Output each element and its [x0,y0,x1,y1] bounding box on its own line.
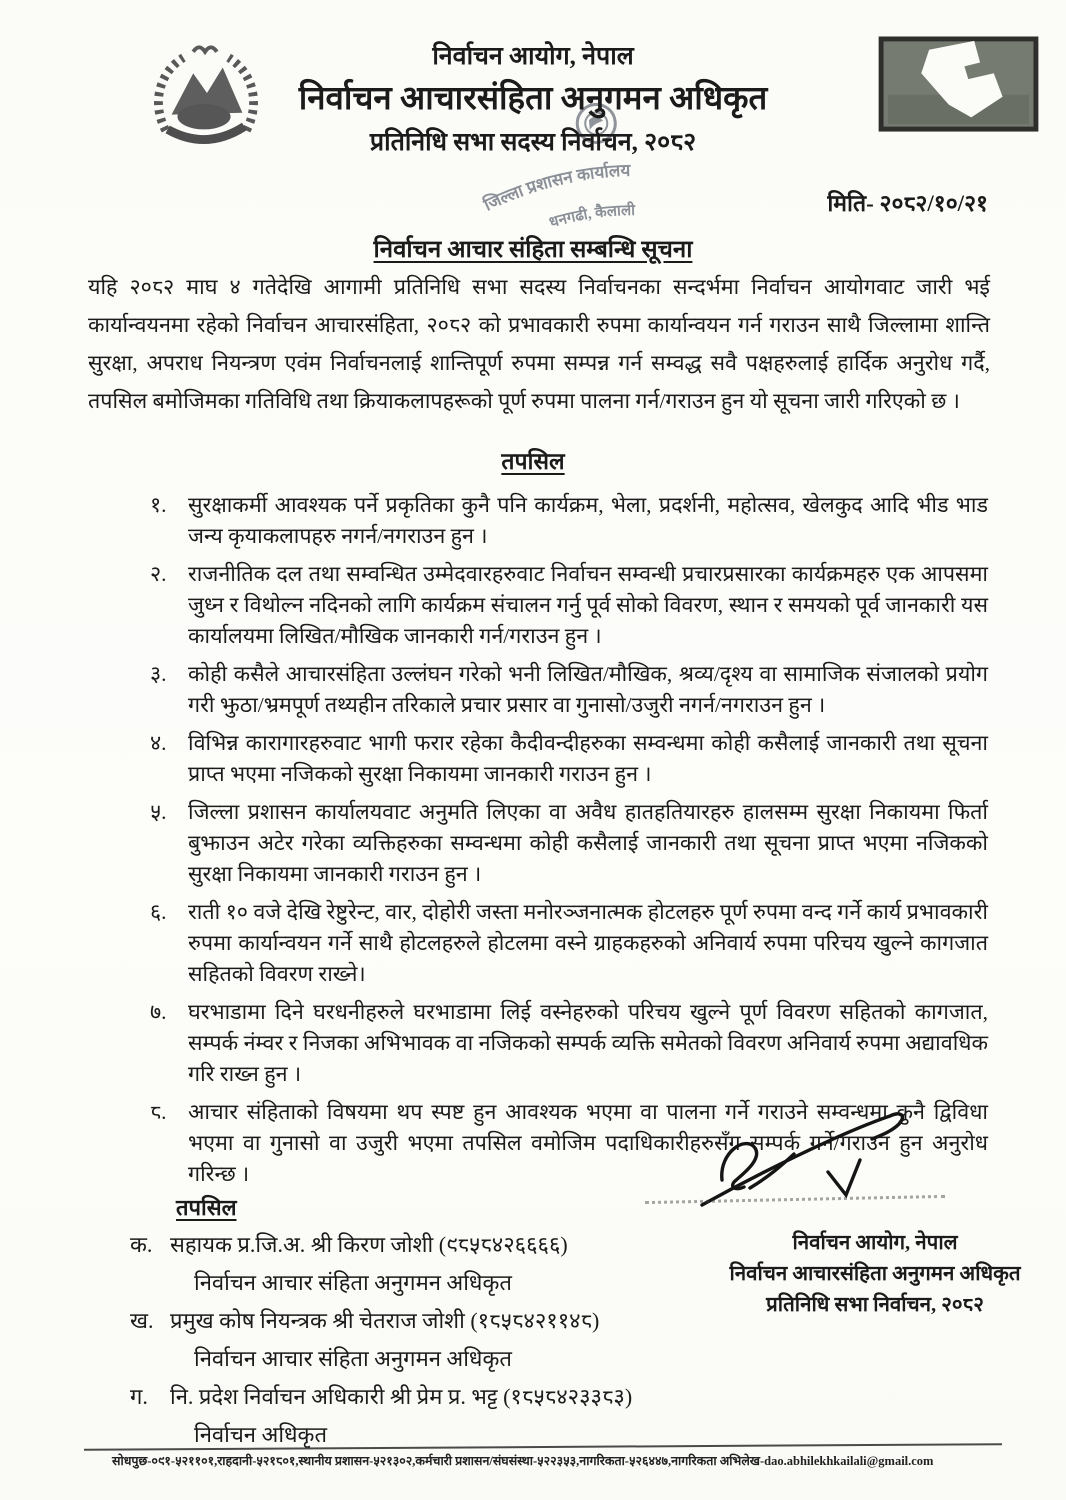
list-item-number: २. [150,562,167,586]
list-item-text: राती १० वजे देखि रेष्टुरेन्ट, वार, दोहोरी जस्ता मनोरञ्जनात्मक होटलहरु पूर्ण रुपमा वन्द गर्ने कार्य प्रभावकारी रुपमा कार्यान्वयन गर्ने साथै होटलहरुले होटलमा वस्ने ग्राहकहरुको अनिवार्य रुपमा परिचय खुल्ने कागजात सहितको विवरण राख्ने। [188,900,988,986]
notice-heading: निर्वाचन आचार संहिता सम्बन्धि सूचना [373,237,693,263]
signatory-title: निर्वाचन आचारसंहिता अनुगमन अधिकृत [729,1263,1021,1285]
list-item-number: ३. [150,662,167,686]
list-item [150,490,988,552]
list-item-number: ८. [150,1100,167,1124]
list-item-number: ५. [150,800,167,824]
header-title: निर्वाचन आचारसंहिता अनुगमन अधिकृत [298,81,768,117]
contact-entry [130,1306,730,1374]
svg-text:धनगढी, कैलाली [547,200,638,232]
list-item-text: घरभाडामा दिने घरधनीहरुले घरभाडामा लिई वस्नेहरुको परिचय खुल्ने पूर्ण विवरण सहितको कागजात, सम्पर्क नंम्वर र निजका अभिभावक वा नजिकको सम्पर्क व्यक्ति समेतको विवरण अनिवार्य रुपमा अद्यावधिक गरि राख्न हुन । [188,1000,988,1086]
contact-entry [130,1382,730,1450]
header-organization: निर्वाचन आयोग, नेपाल [432,43,634,70]
list-item-text: विभिन्न कारागारहरुवाट भागी फरार रहेका कैदीवन्दीहरुका सम्वन्धमा कोही कसैलाई जानकारी तथा सूचना प्राप्त भएमा नजिकको सुरक्षा निकायमा जानकारी गराउन हुन । [188,731,988,786]
list-item [150,997,988,1090]
list-item [150,728,988,790]
contact-name-phone: नि. प्रदेश निर्वाचन अधिकारी श्री प्रेम प्र. भट्ट (१८५८४२३३८३) [170,1384,633,1409]
tapasil-heading: तपसिल [501,449,565,474]
notice-body-paragraph: यहि २०८२ माघ ४ गतेदेखि आगामी प्रतिनिधि सभा सदस्य निर्वाचनका सन्दर्भमा निर्वाचन आयोगवाट जारी भई कार्यान्वयनमा रहेको निर्वाचन आचारसंहिता, २०८२ को प्रभावकारी रुपमा कार्यान्वयन गर्न गराउन साथै जिल्लामा शान्ति सुरक्षा, अपराध नियन्त्रण एवंम निर्वाचनलाई शान्तिपूर्ण रुपमा सम्पन्न गर्न सम्वद्ध सवै पक्षहरुलाई हार्दिक अनुरोध गर्दै, तपसिल बमोजिमका गतिविधि तथा क्रियाकलापहरूको पूर्ण रुपमा पालना गर्न/गराउन हुन यो सूचना जारी गरिएको छ । [88,275,990,413]
footer-contact-line: सोधपुछ-०९१-५२११०१,राहदानी-५२१८०१,स्थानीय प्रशासन-५२१३०२,कर्मचारी प्रशासन/संघसंस्था-५२२३५३,नागरिकता-५२६४४७,नागरिकता अभिलेख-dao.abhilekhkailali@gmail.com [112,1454,934,1468]
signatory-block [700,1228,1050,1321]
contact-label: ख. [130,1308,154,1333]
header-subtitle: प्रतिनिधि सभा सदस्य निर्वाचन, २०८२ [369,129,697,156]
contact-designation: निर्वाचन आचार संहिता अनुगमन अधिकृत [194,1270,512,1295]
list-item-number: १. [150,493,167,517]
notice-item-list [150,490,988,1197]
signatory-subtitle: प्रतिनिधि सभा निर्वाचन, २०८२ [766,1294,984,1316]
list-item [150,559,988,652]
contact-designation: निर्वाचन अधिकृत [194,1422,327,1447]
list-item-text: जिल्ला प्रशासन कार्यालयवाट अनुमति लिएका वा अवैध हातहतियारहरु हालसम्म सुरक्षा निकायमा फिर्ता बुझाउन अटेर गरेका व्यक्तिहरुका सम्वन्धमा कोही कसैलाई जानकारी तथा सूचना प्राप्त भएमा नजिकको सुरक्षा निकायमा जानकारी गराउन हुन । [188,800,988,886]
contact-label: ग. [130,1384,148,1409]
list-item-text: सुरक्षाकर्मी आवश्यक पर्ने प्रकृतिका कुनै पनि कार्यक्रम, भेला, प्रदर्शनी, महोत्सव, खेलकुद आदि भीड भाड जन्य कृयाकलापहरु नगर्न/नगराउन हुन । [188,493,988,548]
stamp-office-text: जिल्ला प्रशासन कार्यालय [480,160,631,215]
list-item-text: कोही कसैले आचारसंहिता उल्लंघन गरेको भनी लिखित/मौखिक, श्रव्य/दृश्य वा सामाजिक संजालको प्रयोग गरी झुठा/भ्रमपूर्ण तथ्यहीन तरिकाले प्रचार प्रसार वा गुनासो/उजुरी नगर्न/नगराउन हुन । [188,662,988,717]
contacts-section [130,1192,730,1450]
list-item-number: ७. [150,1000,167,1024]
list-item-number: ४. [150,731,167,755]
stamp-place-text: धनगढी, कैलाली [547,202,636,232]
list-item-text: आचार संहिताको विषयमा थप स्पष्ट हुन आवश्यक भएमा वा पालना गर्ने गराउने सम्वन्धमा कुनै द्विविधा भएमा वा गुनासो वा उजुरी भएमा तपसिल वमोजिम पदाधिकारीहरुसँग सम्पर्क गर्ने/गराउन हुन अनुरोध गरिन्छ । [188,1100,988,1186]
contact-name-phone: सहायक प्र.जि.अ. श्री किरण जोशी (९८५८४२६६६६) [170,1232,568,1257]
list-item-text: राजनीतिक दल तथा सम्वन्धित उम्मेदवारहरुवाट निर्वाचन सम्वन्धी प्रचारप्रसारका कार्यक्रमहरु एक आपसमा जुध्न र विथोल्न नदिनको लागि कार्यक्रम संचालन गर्नु पूर्व सोको विवरण, स्थान र समयको पूर्व जानकारी यस कार्यालयमा लिखित/मौखिक जानकारी गर्न/गराउन हुन । [188,562,988,648]
list-item [150,897,988,990]
list-item [150,797,988,890]
list-item [150,659,988,721]
contact-label: क. [130,1232,153,1257]
list-item-number: ६. [150,900,167,924]
contact-designation: निर्वाचन आचार संहिता अनुगमन अधिकृत [194,1346,512,1371]
contact-entry [130,1230,730,1298]
date-line: मिति- २०८२/१०/२१ [827,191,988,216]
contacts-tapasil-heading: तपसिल [176,1195,237,1220]
signatory-org: निर्वाचन आयोग, नेपाल [792,1232,958,1254]
contact-name-phone: प्रमुख कोष नियन्त्रक श्री चेतराज जोशी (१८५८४२११४८) [170,1308,600,1333]
